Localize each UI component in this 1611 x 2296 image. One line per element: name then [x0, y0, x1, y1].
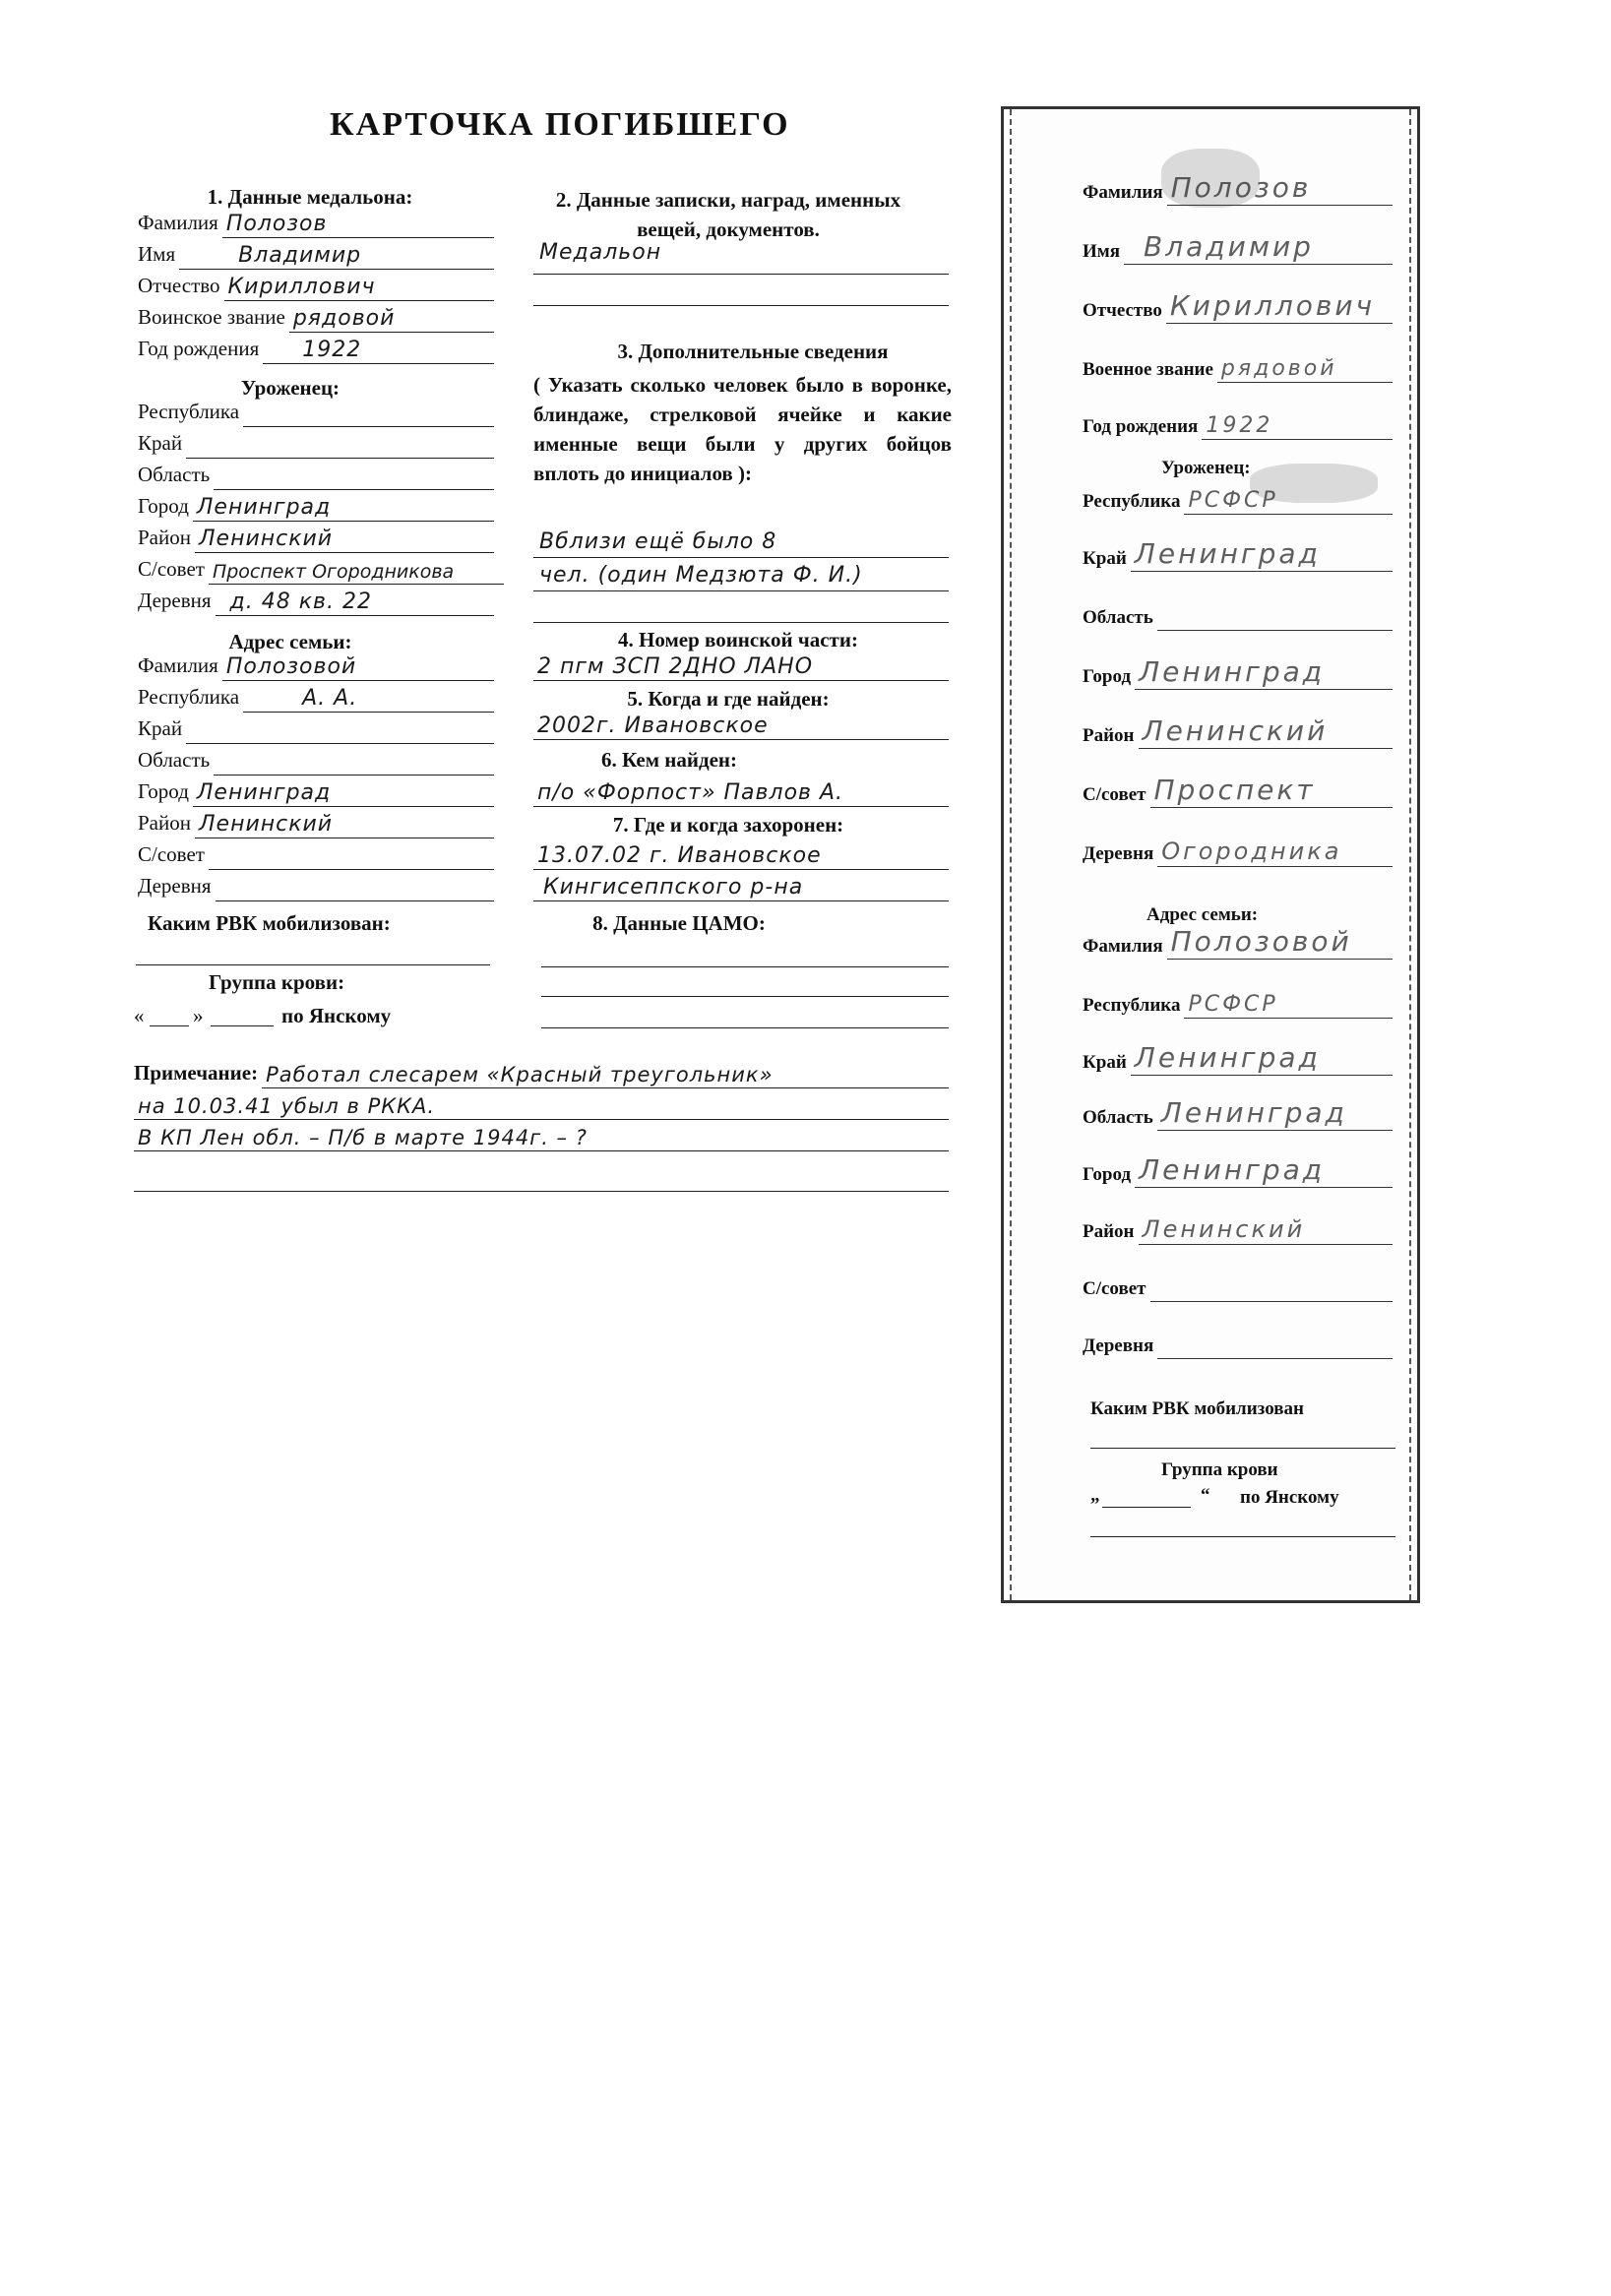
field-label: Деревня — [138, 874, 212, 898]
section-5-row — [533, 711, 949, 740]
card-rvk-line[interactable] — [1090, 1448, 1395, 1449]
note-row-2 — [134, 1090, 949, 1120]
card-field-label: Фамилия — [1083, 182, 1163, 203]
family-city-row — [138, 777, 494, 807]
section-8-header: 8. Данные ЦАМО: — [592, 911, 766, 935]
medallion-patronymic-field[interactable]: Кириллович — [224, 271, 494, 301]
field-label: Республика — [138, 400, 240, 423]
note-line-4[interactable] — [134, 1191, 949, 1192]
card-family-selsovet-field[interactable] — [1150, 1268, 1394, 1302]
card-field-label: Отчество — [1083, 300, 1162, 321]
card-native-city-row — [1083, 656, 1393, 690]
card-family-city-field[interactable]: Ленинград — [1135, 1153, 1393, 1188]
blood-subgroup-field[interactable] — [211, 1025, 274, 1026]
section-3-header: 3. Дополнительные сведения — [617, 340, 889, 363]
native-krai-row — [138, 429, 494, 459]
field-label: Город — [138, 494, 189, 518]
field-label: Деревня — [138, 589, 212, 612]
native-village-field[interactable]: д. 48 кв. 22 — [216, 586, 494, 616]
card-name-row — [1083, 231, 1393, 265]
card-birthyear-row — [1083, 406, 1393, 440]
card-native-krai-row — [1083, 538, 1393, 572]
card-native-oblast-row — [1083, 597, 1393, 631]
card-field-label: Город — [1083, 1164, 1132, 1185]
note-line-2[interactable]: на 10.03.41 убыл в РККА. — [134, 1089, 949, 1120]
card-patronymic-field[interactable]: Кириллович — [1166, 289, 1393, 324]
family-surname-field[interactable]: Полозовой — [222, 651, 494, 681]
card-birthyear-field[interactable]: 1922 — [1202, 405, 1393, 440]
card-surname-row — [1083, 172, 1393, 206]
card-native-city-field[interactable]: Ленинград — [1135, 655, 1393, 690]
card-native-oblast-field[interactable] — [1157, 596, 1393, 631]
section-3-value-2: чел. (один Медзюта Ф. И.) — [539, 563, 863, 588]
card-family-oblast-row — [1083, 1097, 1393, 1131]
medallion-surname-field[interactable]: Полозов — [222, 208, 494, 238]
card-family-republic-row — [1083, 985, 1393, 1019]
card-field-label: Район — [1083, 725, 1135, 746]
rvk-label: Каким РВК мобилизован: — [148, 911, 391, 935]
field-label: Район — [138, 526, 191, 549]
card-blood-label: Группа крови — [1161, 1459, 1278, 1480]
card-native-village-row — [1083, 834, 1393, 867]
family-district-field[interactable]: Ленинский — [195, 808, 494, 838]
family-header: Адрес семьи: — [228, 630, 352, 653]
field-label: Отчество — [138, 274, 220, 297]
section-8-line-3[interactable] — [541, 1027, 949, 1028]
section-3-value-1: Вблизи ещё было 8 — [539, 529, 777, 554]
medallion-birthyear-field[interactable]: 1922 — [263, 334, 494, 364]
section-2-line-2[interactable] — [533, 305, 949, 306]
medallion-rank-field[interactable]: рядовой — [289, 302, 494, 333]
field-label: Город — [138, 779, 189, 803]
native-selsovet-row — [138, 555, 504, 585]
medallion-patronymic-row — [138, 272, 494, 301]
section-8-line-1[interactable] — [541, 966, 949, 967]
native-oblast-field[interactable] — [214, 460, 494, 490]
card-family-city-row — [1083, 1154, 1393, 1188]
native-krai-field[interactable] — [186, 428, 494, 459]
card-field-label: Республика — [1083, 995, 1181, 1016]
section-3-line-2[interactable] — [533, 590, 949, 591]
card-border-left — [1010, 109, 1012, 1600]
card-native-republic-row — [1083, 481, 1393, 515]
family-oblast-field[interactable] — [214, 745, 494, 776]
note-row-3 — [134, 1122, 949, 1151]
card-field-label: Имя — [1083, 241, 1120, 262]
medallion-name-row — [138, 240, 494, 270]
card-native-district-row — [1083, 715, 1393, 749]
card-family-district-row — [1083, 1211, 1393, 1245]
family-village-field[interactable] — [216, 871, 494, 901]
native-republic-field[interactable] — [243, 397, 494, 427]
card-family-surname-row — [1083, 926, 1393, 960]
family-selsovet-field[interactable] — [209, 839, 494, 870]
card-family-district-field[interactable]: Ленинский — [1139, 1210, 1393, 1245]
card-native-krai-field[interactable]: Ленинград — [1131, 537, 1393, 572]
medallion-header: 1. Данные медальона: — [207, 185, 413, 209]
card-field-label: Год рождения — [1083, 416, 1199, 437]
card-blood-close: “ — [1201, 1485, 1210, 1506]
card-family-krai-row — [1083, 1042, 1393, 1076]
rvk-line[interactable] — [136, 964, 490, 965]
section-5-field[interactable]: 2002г. Ивановское — [533, 710, 949, 740]
family-village-row — [138, 872, 494, 901]
native-header: Уроженец: — [240, 376, 341, 400]
card-native-header: Уроженец: — [1161, 458, 1251, 478]
card-native-district-field[interactable]: Ленинский — [1139, 714, 1393, 749]
card-family-republic-field[interactable]: РСФСР — [1184, 984, 1393, 1019]
section-6-header: 6. Кем найден: — [600, 748, 738, 772]
card-bottom-line — [1090, 1536, 1395, 1537]
card-rank-row — [1083, 349, 1393, 383]
family-republic-row — [138, 683, 494, 713]
family-oblast-row — [138, 746, 494, 776]
section-2-header: 2. Данные записки, наград, именных вещей, документов. — [555, 188, 901, 241]
card-field-label: Военное звание — [1083, 359, 1213, 380]
card-blood-field[interactable] — [1102, 1507, 1191, 1508]
card-native-selsovet-row — [1083, 775, 1393, 808]
native-selsovet-field[interactable]: Проспект Огородникова — [209, 554, 504, 585]
section-3-line-3[interactable] — [533, 622, 949, 623]
card-border-right — [1409, 109, 1411, 1600]
family-district-row — [138, 809, 494, 838]
field-label: Фамилия — [138, 653, 218, 677]
card-field-label: Область — [1083, 607, 1153, 628]
medallion-rank-row — [138, 303, 494, 333]
native-district-field[interactable]: Ленинский — [195, 523, 494, 553]
section-4-row — [533, 652, 949, 681]
card-rank-field[interactable]: рядовой — [1217, 348, 1393, 383]
blood-group-field[interactable] — [150, 1025, 189, 1026]
card-family-village-row — [1083, 1326, 1393, 1359]
field-label: Район — [138, 811, 191, 835]
card-family-village-field[interactable] — [1157, 1325, 1393, 1359]
note-label: Примечание: — [134, 1061, 259, 1085]
note-line-1[interactable]: Работал слесарем «Красный треугольник» — [262, 1058, 949, 1088]
family-city-field[interactable]: Ленинград — [193, 776, 494, 807]
original-card-scan — [1001, 106, 1420, 1603]
note-row-1 — [134, 1059, 949, 1088]
field-label: Край — [138, 716, 183, 740]
field-label: С/совет — [138, 557, 205, 581]
medallion-birthyear-row — [138, 335, 494, 364]
card-name-field[interactable]: Владимир — [1124, 230, 1393, 265]
card-field-label: Деревня — [1083, 843, 1154, 864]
card-rvk-label: Каким РВК мобилизован — [1090, 1398, 1304, 1419]
card-field-label: С/совет — [1083, 1278, 1146, 1299]
section-7-row-1 — [533, 840, 949, 870]
card-field-label: Край — [1083, 548, 1127, 569]
card-patronymic-row — [1083, 290, 1393, 324]
family-krai-row — [138, 714, 494, 744]
card-native-selsovet-field[interactable]: Проспект — [1150, 774, 1394, 808]
field-label: Год рождения — [138, 337, 260, 360]
card-family-header: Адрес семьи: — [1146, 904, 1259, 925]
card-field-label: Город — [1083, 666, 1132, 687]
native-village-row — [138, 587, 494, 616]
medallion-surname-row — [138, 209, 494, 238]
blood-row — [134, 1000, 488, 1027]
card-native-republic-field[interactable]: РСФСР — [1184, 480, 1393, 515]
family-surname-row — [138, 652, 494, 681]
field-label: Республика — [138, 685, 240, 709]
section-4-header: 4. Номер воинской части: — [618, 628, 858, 652]
card-family-oblast-field[interactable]: Ленинград — [1157, 1096, 1393, 1131]
field-label: Имя — [138, 242, 176, 266]
card-blood-open: „ — [1090, 1485, 1100, 1506]
card-family-surname-field[interactable]: Полозовой — [1167, 925, 1393, 960]
family-krai-field[interactable] — [186, 714, 494, 744]
section-3-line-1[interactable] — [533, 557, 949, 558]
card-field-label: Область — [1083, 1107, 1153, 1128]
card-field-label: Деревня — [1083, 1335, 1154, 1356]
native-city-field[interactable]: Ленинград — [193, 491, 494, 522]
card-field-label: Республика — [1083, 491, 1181, 512]
family-selsovet-row — [138, 840, 494, 870]
field-label: Фамилия — [138, 211, 218, 234]
card-blood-suffix: по Янскому — [1240, 1487, 1339, 1508]
native-city-row — [138, 492, 494, 522]
card-field-label: Край — [1083, 1052, 1127, 1073]
note-line-3[interactable]: В КП Лен обл. – П/б в марте 1944г. – ? — [134, 1121, 949, 1151]
card-native-village-field[interactable]: Огородника — [1157, 833, 1393, 867]
native-republic-row — [138, 398, 494, 427]
section-7-header: 7. Где и когда захоронен: — [612, 813, 844, 837]
field-label: С/совет — [138, 842, 205, 866]
card-family-krai-field[interactable]: Ленинград — [1131, 1041, 1393, 1076]
section-3-text: ( Указать сколько человек было в воронке, блиндаже, стрелковой ячейке и какие именные вещи были у других бойцов вплоть до инициалов ): — [533, 373, 952, 485]
section-2-line-1[interactable] — [533, 274, 949, 275]
card-family-selsovet-row — [1083, 1269, 1393, 1302]
section-4-field[interactable]: 2 пгм ЗСП 2ДНО ЛАНО — [533, 651, 949, 681]
section-7-row-2 — [533, 872, 949, 901]
medallion-name-field[interactable]: Владимир — [179, 239, 494, 270]
card-field-label: Фамилия — [1083, 936, 1163, 957]
blood-suffix: по Янскому — [281, 1004, 392, 1027]
family-republic-field[interactable]: А. А. — [243, 682, 494, 713]
section-2-value: Медальон — [539, 240, 662, 265]
quote-close: » — [193, 1004, 204, 1027]
section-8-line-2[interactable] — [541, 996, 949, 997]
quote-open: « — [134, 1004, 145, 1027]
native-oblast-row — [138, 461, 494, 490]
section-6-field[interactable]: п/о «Форпост» Павлов А. — [533, 776, 949, 807]
page-title: КАРТОЧКА ПОГИБШЕГО — [330, 106, 790, 143]
section-6-row — [533, 777, 949, 807]
section-5-header: 5. Когда и где найден: — [627, 687, 830, 711]
field-label: Край — [138, 431, 183, 455]
field-label: Область — [138, 463, 211, 486]
field-label: Область — [138, 748, 211, 772]
section-7-field-2[interactable]: Кингисеппского р-на — [533, 871, 949, 901]
card-field-label: С/совет — [1083, 784, 1146, 805]
card-field-label: Район — [1083, 1221, 1135, 1242]
blood-label: Группа крови: — [209, 970, 345, 994]
card-surname-field[interactable]: Полозов — [1167, 171, 1393, 206]
section-7-field-1[interactable]: 13.07.02 г. Ивановское — [533, 839, 949, 870]
native-district-row — [138, 524, 494, 553]
field-label: Воинское звание — [138, 305, 285, 329]
